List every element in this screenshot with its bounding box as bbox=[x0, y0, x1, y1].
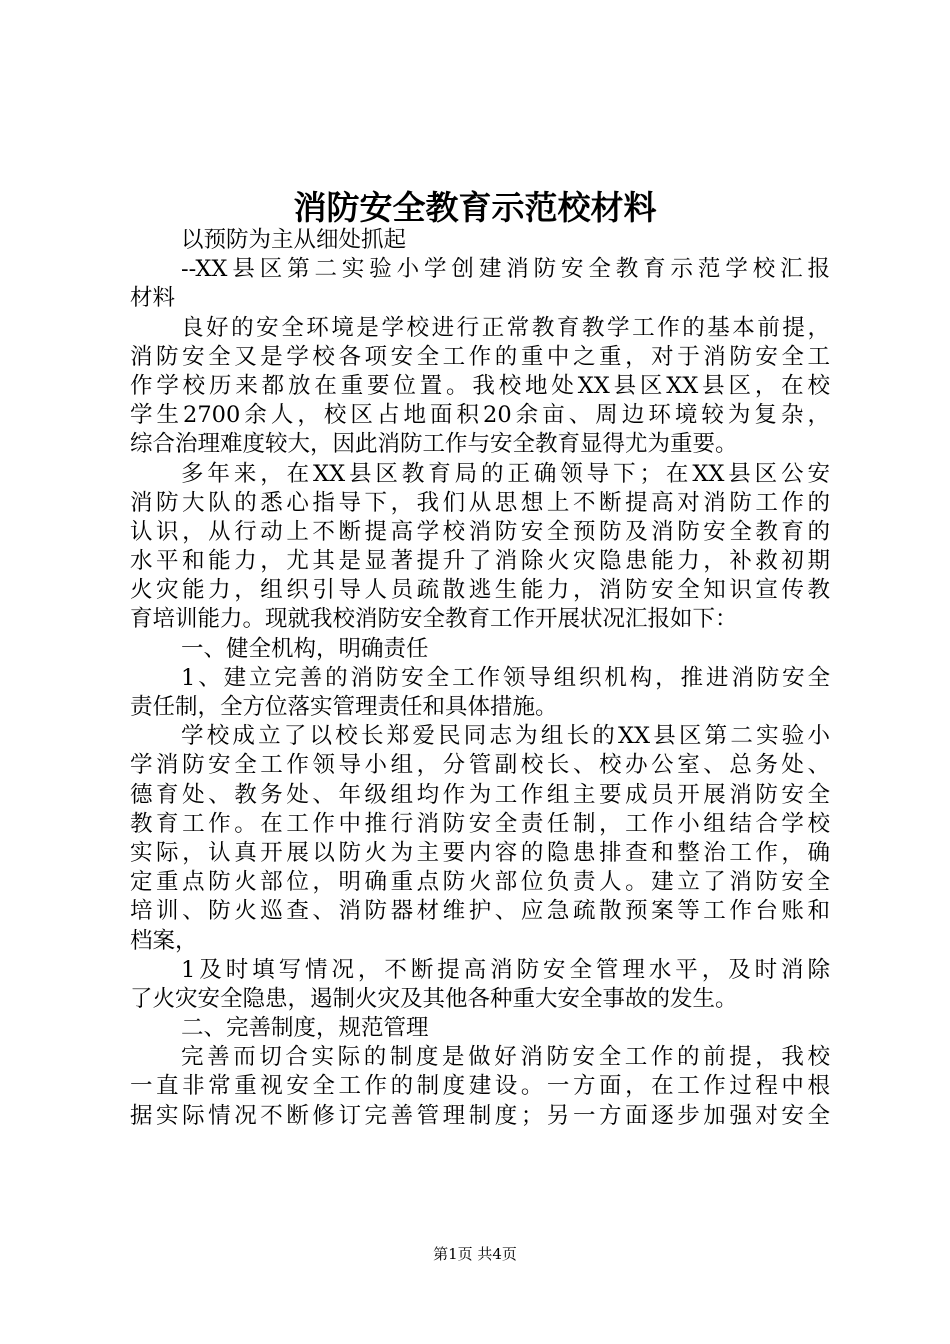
text-line: 消防安全又是学校各项安全工作的重中之重，对于消防安全工 bbox=[130, 343, 830, 370]
text-line: 水平和能力，尤其是显著提升了消除火灾隐患能力，补救初期 bbox=[130, 548, 830, 575]
text-line: 多年来，在XX县区教育局的正确领导下；在XX县区公安 bbox=[181, 460, 830, 487]
text-line: 综合治理难度较大，因此消防工作与安全教育显得尤为重要。 bbox=[130, 431, 738, 458]
text-line: 学消防安全工作领导小组，分管副校长、校办公室、总务处、 bbox=[130, 752, 830, 779]
text-line: 作学校历来都放在重要位置。我校地处XX县区XX县区，在校 bbox=[130, 372, 830, 399]
text-line: 定重点防火部位，明确重点防火部位负责人。建立了消防安全 bbox=[130, 869, 830, 896]
text-line: 以预防为主从细处抓起 bbox=[181, 227, 407, 253]
text-line: 育培训能力。现就我校消防安全教育工作开展状况汇报如下： bbox=[130, 606, 738, 633]
text-line: 二、完善制度，规范管理 bbox=[181, 1015, 429, 1042]
text-line: 1及时填写情况，不断提高消防安全管理水平，及时消除 bbox=[181, 956, 830, 983]
text-line: 消防大队的悉心指导下，我们从思想上不断提高对消防工作的 bbox=[130, 489, 830, 516]
text-line: 良好的安全环境是学校进行正常教育教学工作的基本前提， bbox=[181, 314, 830, 341]
text-line: 完善而切合实际的制度是做好消防安全工作的前提，我校 bbox=[181, 1044, 830, 1071]
text-line: 火灾能力，组织引导人员疏散逃生能力，消防安全知识宣传教 bbox=[130, 577, 830, 604]
text-line: 据实际情况不断修订完善管理制度；另一方面逐步加强对安全 bbox=[130, 1102, 830, 1129]
text-line: 档案， bbox=[130, 927, 198, 954]
document-body bbox=[130, 226, 830, 1131]
text-line: 实际，认真开展以防火为主要内容的隐患排查和整治工作，确 bbox=[130, 839, 830, 866]
text-line: 一直非常重视安全工作的制度建设。一方面，在工作过程中根 bbox=[130, 1073, 830, 1100]
text-line: 了火灾安全隐患，遏制火灾及其他各种重大安全事故的发生。 bbox=[130, 985, 738, 1012]
text-line: 学生2700余人，校区占地面积20余亩、周边环境较为复杂， bbox=[130, 402, 830, 429]
text-line: 材料 bbox=[130, 285, 176, 312]
text-line: 认识，从行动上不断提高学校消防安全预防及消防安全教育的 bbox=[130, 518, 830, 545]
text-line: 培训、防火巡查、消防器材维护、应急疏散预案等工作台账和 bbox=[130, 898, 830, 925]
text-line: --XX县区第二实验小学创建消防安全教育示范学校汇报 bbox=[181, 256, 830, 283]
text-line: 教育工作。在工作中推行消防安全责任制，工作小组结合学校 bbox=[130, 810, 830, 837]
text-line: 一、健全机构，明确责任 bbox=[181, 635, 429, 662]
page-footer: 第1页 共4页 bbox=[433, 1245, 517, 1263]
text-line: 德育处、教务处、年级组均作为工作组主要成员开展消防安全 bbox=[130, 781, 830, 808]
text-line: 责任制，全方位落实管理责任和具体措施。 bbox=[130, 694, 558, 720]
text-line: 1、建立完善的消防安全工作领导组织机构，推进消防安全 bbox=[181, 664, 830, 691]
text-line: 学校成立了以校长郑爱民同志为组长的XX县区第二实验小 bbox=[181, 723, 830, 750]
document-title: 消防安全教育示范校材料 bbox=[293, 188, 657, 227]
